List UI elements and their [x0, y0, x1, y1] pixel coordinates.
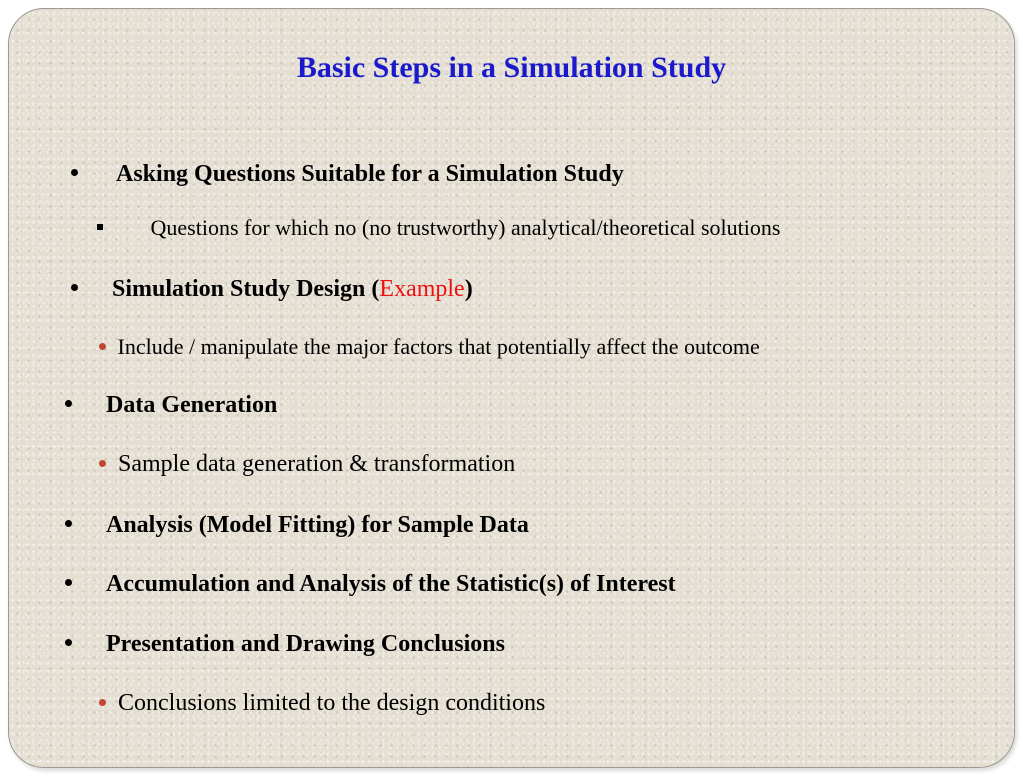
round-bullet-icon — [99, 460, 106, 467]
bullet-dot-icon — [71, 169, 78, 176]
round-bullet-icon — [99, 343, 106, 350]
slide-title: Basic Steps in a Simulation Study — [296, 51, 727, 84]
bullet-dot-icon — [65, 400, 72, 407]
sub-item-include-factors — [99, 336, 760, 358]
bullet-item-accumulation — [65, 572, 676, 596]
sub-item-sample-data — [99, 452, 515, 476]
bullet-dot-icon — [71, 284, 78, 291]
bullet-text: Asking Questions Suitable for a Simulation Study — [116, 161, 624, 187]
bullet-item-study-design — [71, 277, 473, 301]
bullet-text: Analysis (Model Fitting) for Sample Data — [106, 512, 529, 538]
bullet-text: Accumulation and Analysis of the Statistic(s) of Interest — [106, 571, 676, 597]
slide — [8, 8, 1015, 768]
sub-item-text: Include / manipulate the major factors that potentially affect the outcome — [117, 334, 760, 359]
round-bullet-icon — [99, 699, 106, 706]
sub-item-text: Questions for which no (no trustworthy) analytical/theoretical solutions — [150, 215, 781, 240]
bullet-text: Presentation and Drawing Conclusions — [106, 631, 505, 657]
bullet-text: Data Generation — [106, 392, 278, 418]
bullet-item-presentation — [65, 632, 505, 656]
bullet-dot-icon — [65, 520, 72, 527]
bullet-item-asking-questions — [71, 162, 624, 186]
bullet-text: Simulation Study Design ( — [112, 276, 380, 302]
bullet-text-close: ) — [464, 276, 473, 302]
sub-item-text: Sample data generation & transformation — [118, 451, 516, 477]
sub-item-text: Conclusions limited to the design conditions — [118, 690, 546, 716]
square-bullet-icon — [97, 224, 103, 230]
bullet-item-analysis — [65, 513, 529, 537]
sub-item-conclusions — [99, 691, 545, 715]
example-link[interactable]: Example — [379, 276, 465, 302]
sub-item-questions — [97, 217, 780, 239]
bullet-item-data-generation — [65, 393, 277, 417]
bullet-dot-icon — [65, 579, 72, 586]
bullet-dot-icon — [65, 639, 72, 646]
